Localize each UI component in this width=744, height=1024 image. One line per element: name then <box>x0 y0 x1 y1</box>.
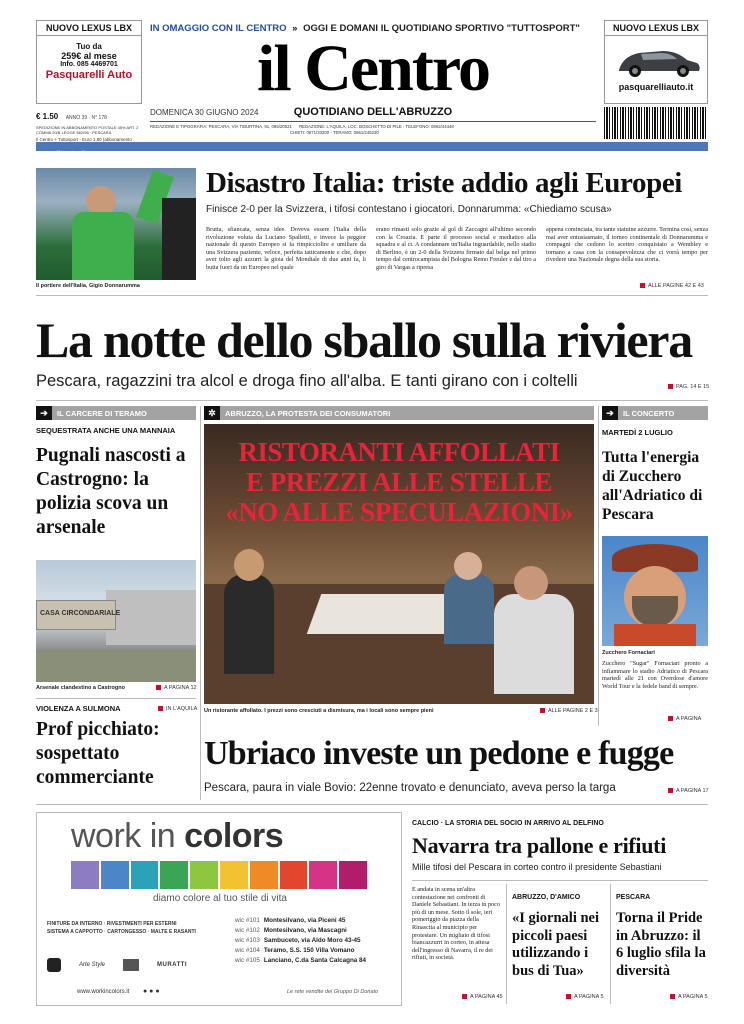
right-section-label: IL CONCERTO <box>623 409 675 418</box>
left-section-bar[interactable] <box>36 406 196 420</box>
center-section-label: ABRUZZO, LA PROTESTA DEI CONSUMATORI <box>225 409 391 418</box>
store-place: Montesilvano, via Mascagni <box>263 927 347 934</box>
wic-footer: Le rete vendite del Gruppo Di Donato <box>287 989 379 995</box>
tua-headline[interactable]: «I giornali nei piccoli paesi utilizzando i bus di Tua» <box>512 910 600 979</box>
store-row <box>235 936 399 946</box>
wic-brand-part1: work in <box>71 817 176 855</box>
navarra-pageref-text: A PAGINA 45 <box>470 994 503 1000</box>
rule-vert-4 <box>610 884 611 1004</box>
lead-subhead: Finisce 2-0 per la Svizzera, i tifosi contestano i giocatori. Donnarumma: «Chiediamo scusa» <box>206 204 612 215</box>
wic-palette <box>71 861 369 889</box>
colophon-line3: CHIETI: 0871/33200 · TERAMO: 0861/245230 <box>290 129 379 135</box>
store-code: wic #103 <box>235 937 260 944</box>
right-lexus-ad[interactable] <box>604 20 708 104</box>
lead-pageref <box>640 283 704 289</box>
donnarumma-photo <box>36 168 196 280</box>
sulmona-kicker: VIOLENZA A SULMONA <box>36 704 121 713</box>
arte-style-logo: Arte Style <box>79 962 106 968</box>
center-section-bar[interactable] <box>204 406 594 420</box>
second-subhead: Pescara, paura in viale Bovio: 22enne trovato e denunciato, aveva perso la targa <box>204 782 616 794</box>
store-code: wic #102 <box>235 927 260 934</box>
rule-vert-1 <box>200 406 201 800</box>
star-icon: ✲ <box>204 406 220 420</box>
right-kicker: MARTEDÌ 2 LUGLIO <box>602 428 673 437</box>
right-section-bar[interactable] <box>602 406 708 420</box>
masthead-title[interactable]: il Centro <box>257 32 489 105</box>
main-pageref-text: PAG. 14 E 15 <box>676 384 710 390</box>
left-lexus-ad[interactable] <box>36 20 142 104</box>
store-row <box>235 926 399 936</box>
left-ad-title: NUOVO LEXUS LBX <box>37 21 141 36</box>
arrow-icon-right: ➔ <box>602 406 618 420</box>
store-place: Montesilvano, via Piceni 45 <box>263 917 346 924</box>
wic-services2: SISTEMA A CAPPOTTO · CARTONGESSO · MALTE E RASANTI <box>47 929 196 935</box>
palette-swatch <box>160 861 188 889</box>
palette-swatch <box>220 861 248 889</box>
lead-photo-caption: Il portiere dell'Italia, Gigio Donnarumma <box>36 283 140 289</box>
tua-kicker: ABRUZZO, D'AMICO <box>512 894 581 901</box>
wic-url[interactable]: www.workincolors.it <box>77 989 130 995</box>
left-ad-dealer: Pasquarelli Auto <box>45 69 133 81</box>
store-code: wic #105 <box>235 957 260 964</box>
restaurant-pageref <box>540 708 598 714</box>
car-icon <box>605 36 707 82</box>
palette-swatch <box>190 861 218 889</box>
lead-col1: Brutta, sfiancata, senza idee. Doveva essere l'Italia della rivoluzione voluta da Luciano Spalletti, e invece la peggior nazionale di questo Europeo si fa rimpicciolire e umiliare da una Svizzera paziente, veloce, perfetta tatticamente e che, dopo aver tolto agli azzurri la gioia del Mondiale di due anni fa, li butta fuori da un Europeo nel quale <box>206 226 366 271</box>
main-headline[interactable]: La notte dello sballo sulla riviera <box>36 312 692 368</box>
overlay-line3: «NO ALLE SPECULAZIONI» <box>225 497 573 527</box>
workincolors-ad[interactable] <box>36 812 402 1006</box>
website-bar[interactable] <box>36 142 708 157</box>
rule-navarra <box>412 880 708 881</box>
second-pageref <box>668 788 709 794</box>
rule-3 <box>36 804 708 805</box>
navarra-pageref <box>462 994 503 1000</box>
main-pageref <box>668 384 709 390</box>
palette-swatch <box>280 861 308 889</box>
sulmona-pageref <box>158 706 197 712</box>
right-ad-title: NUOVO LEXUS LBX <box>605 21 707 36</box>
issue-number: ANNO 39 · N° 178 <box>65 115 107 121</box>
pride-headline[interactable]: Torna il Pride in Abruzzo: il 6 luglio sfila la diversità <box>616 910 706 979</box>
restaurant-photo <box>204 424 594 704</box>
lead-pageref-text: ALLE PAGINE 42 E 43 <box>648 283 704 289</box>
wic-services1: FINITURE DA INTERNO · RIVESTIMENTI PER ESTERNI <box>47 921 177 927</box>
rule-left-1 <box>36 698 196 699</box>
palette-swatch <box>71 861 99 889</box>
wic-brand <box>71 817 283 856</box>
left-section-label: IL CARCERE DI TERAMO <box>57 409 147 418</box>
left-headline[interactable]: Pugnali nascosti a Castrogno: la polizia scova un arsenale <box>36 445 186 538</box>
navarra-headline[interactable]: Navarra tra pallone e rifiuti <box>412 833 667 858</box>
store-row <box>235 946 399 956</box>
postal-notice: SPEDIZIONE IN ABBONAMENTO POSTALE 45% ART. 2 COMMA 20/B LEGGE 662/96 · PESCARA <box>36 125 139 135</box>
pride-pageref <box>670 994 708 1000</box>
zucchero-caption: Zucchero Fornaciari <box>602 650 655 656</box>
store-row <box>235 956 399 966</box>
left-kicker: SEQUESTRATA ANCHE UNA MANNAIA <box>36 426 176 435</box>
palette-swatch <box>131 861 159 889</box>
zucchero-text: Zucchero "Sugar" Fornaciari pronto a infiammare lo stadio Adriatico di Pescara martedì alle 21 con Overdose d'amore World Tour e la fedele band di sempre. <box>602 660 708 690</box>
castrogno-pageref-text: A PAGINA 12 <box>164 685 197 691</box>
store-place: Lanciano, C.da Santa Calcagna 84 <box>263 957 367 964</box>
castrogno-pageref <box>156 685 197 691</box>
barcode <box>604 107 708 139</box>
sulmona-headline[interactable]: Prof picchiato: sospettato commerciante <box>36 719 160 788</box>
rule-2 <box>36 400 708 401</box>
second-pageref-text: A PAGINA 17 <box>676 788 709 794</box>
wic-brand-part2: colors <box>184 817 284 855</box>
palette-swatch <box>250 861 278 889</box>
promo-part2: OGGI E DOMANI IL QUOTIDIANO SPORTIVO "TUTTOSPORT" <box>303 23 580 34</box>
rule-1 <box>36 295 708 296</box>
tua-pageref-text: A PAGINA 5 <box>574 994 604 1000</box>
zucchero-photo <box>602 536 708 646</box>
lead-col2: erano rimasti solo grazie al gol di Zaccagni all'ultimo secondo con la Croazia. E parte il processo social e mediatico alla squadra e al ct. A condannare un'Italia inguardabile, nello stadio di Berlino, è un 2-0 della Svizzera firmato dal belga nel primo tempo dal centrocampista del Bologna Remo Freuler e dal tiro a giro di Vargas a ripresa <box>376 226 536 271</box>
price-box <box>36 106 142 147</box>
castrogno-caption: Arsenale clandestino a Castrogno <box>36 685 125 691</box>
sulmona-pageref-text: IN L'AQUILA <box>166 706 198 712</box>
zucchero-pageref-text: A PAGINA <box>676 716 702 722</box>
navarra-subhead: Mille tifosi del Pescara in corteo contro il presidente Sebastiani <box>412 862 662 872</box>
restaurant-pageref-text: ALLE PAGINE 2 E 3 <box>548 708 598 714</box>
palette-swatch <box>101 861 129 889</box>
rule-vert-3 <box>506 884 507 1004</box>
wic-social-icons: ● ● ● <box>143 988 160 995</box>
lead-headline[interactable]: Disastro Italia: triste addio agli Europei <box>206 167 682 199</box>
bundle-notice: Il Centro + Tuttosport - Euro 1,80 (abbonamento <box>36 137 132 142</box>
restaurant-caption: Un ristorante affollato. I prezzi sono cresciuti a dismisura, ma i locali sono sempre pieni <box>204 708 434 714</box>
zucchero-pageref <box>668 716 701 722</box>
left-ad-line1: Tuo da <box>76 42 102 51</box>
castrogno-photo <box>36 560 196 682</box>
wic-tagline: diamo colore al tuo stile di vita <box>153 893 287 904</box>
colophon-line1: REDAZIONE E TIPOGRAFIA: PESCARA, VIA TIBURTINA, 91, 085/20521 <box>150 124 292 129</box>
arrow-icon: ➔ <box>36 406 52 420</box>
second-headline[interactable]: Ubriaco investe un pedone e fugge <box>204 735 674 772</box>
masthead-date: DOMENICA 30 GIUGNO 2024 <box>150 108 259 117</box>
main-subhead: Pescara, ragazzini tra alcol e droga fino all'alba. E tanti girano con i coltelli <box>36 372 578 390</box>
rule-vert-2 <box>598 406 599 726</box>
palette-swatch <box>339 861 367 889</box>
promo-arrow: » <box>292 23 298 34</box>
lead-col3: appena cominciata, tra tante statuine azzurre. Termina così, senza mai aver entusiasmato, il torneo continentale di Donnarumma e compagni che cedono lo scettro conquistato a Wembley e tornano a casa con la consapevolezza che ci vorrà tempo per rivedere una Nazionale degna della sua storia. <box>546 226 708 264</box>
store-row <box>235 916 399 926</box>
website-link[interactable]: www.ilcentro.it <box>40 150 86 157</box>
colophon-line2: REDAZIONE: L'AQUILA, LOC. BOSCHETTO DI PILE · TELEFONO: 0862/44448 <box>299 124 454 129</box>
flooring-logo-icon <box>47 958 61 972</box>
right-headline[interactable]: Tutta l'energia di Zucchero all'Adriatico di Pescara <box>602 449 703 523</box>
wic-store-list <box>235 916 399 966</box>
store-code: wic #104 <box>235 947 260 954</box>
masthead-rule <box>150 121 596 122</box>
wic-logos <box>47 953 227 977</box>
pride-kicker: PESCARA <box>616 894 651 901</box>
store-place: Teramo, S.S. 150 Villa Vomano <box>263 947 355 954</box>
navarra-text: È andata in scena un'altra contestazione nei confronti di Daniele Sebastiani. In terza in poco più di un mese. Sotto il sole, ieri pomeriggio da piazza della Rinascita al municipio per protestare. Un migliaio di tifosi biancazzurri in corteo, in attesa dell'ingresso di Navarra, il re dei rifiuti, in società. <box>412 886 500 962</box>
price: € 1.50 <box>36 112 59 121</box>
castrogno-sign: CASA CIRCONDARIALE <box>40 610 121 617</box>
left-ad-line2: 259€ al mese <box>61 51 117 61</box>
tua-pageref <box>566 994 604 1000</box>
colophon <box>150 124 596 135</box>
right-ad-url: pasquarelliauto.it <box>618 82 694 92</box>
overlay-line2: E PREZZI ALLE STELLE <box>246 467 552 497</box>
palette-swatch <box>309 861 337 889</box>
muratti-logo: MURATTI <box>157 962 188 968</box>
navarra-kicker: CALCIO · LA STORIA DEL SOCIO IN ARRIVO AL DELFINO <box>412 820 604 827</box>
store-code: wic #101 <box>235 917 260 924</box>
overlay-line1: RISTORANTI AFFOLLATI <box>238 437 560 467</box>
promo-part1: IN OMAGGIO CON IL CENTRO <box>150 23 287 34</box>
pride-pageref-text: A PAGINA 5 <box>678 994 708 1000</box>
store-place: Sambuceto, via Aldo Moro 43-45 <box>263 937 361 944</box>
left-ad-info: Info. 085 4469701 <box>60 61 118 68</box>
masthead-subtitle: QUOTIDIANO DELL'ABRUZZO <box>293 106 453 118</box>
brand-logo-icon <box>123 959 139 971</box>
